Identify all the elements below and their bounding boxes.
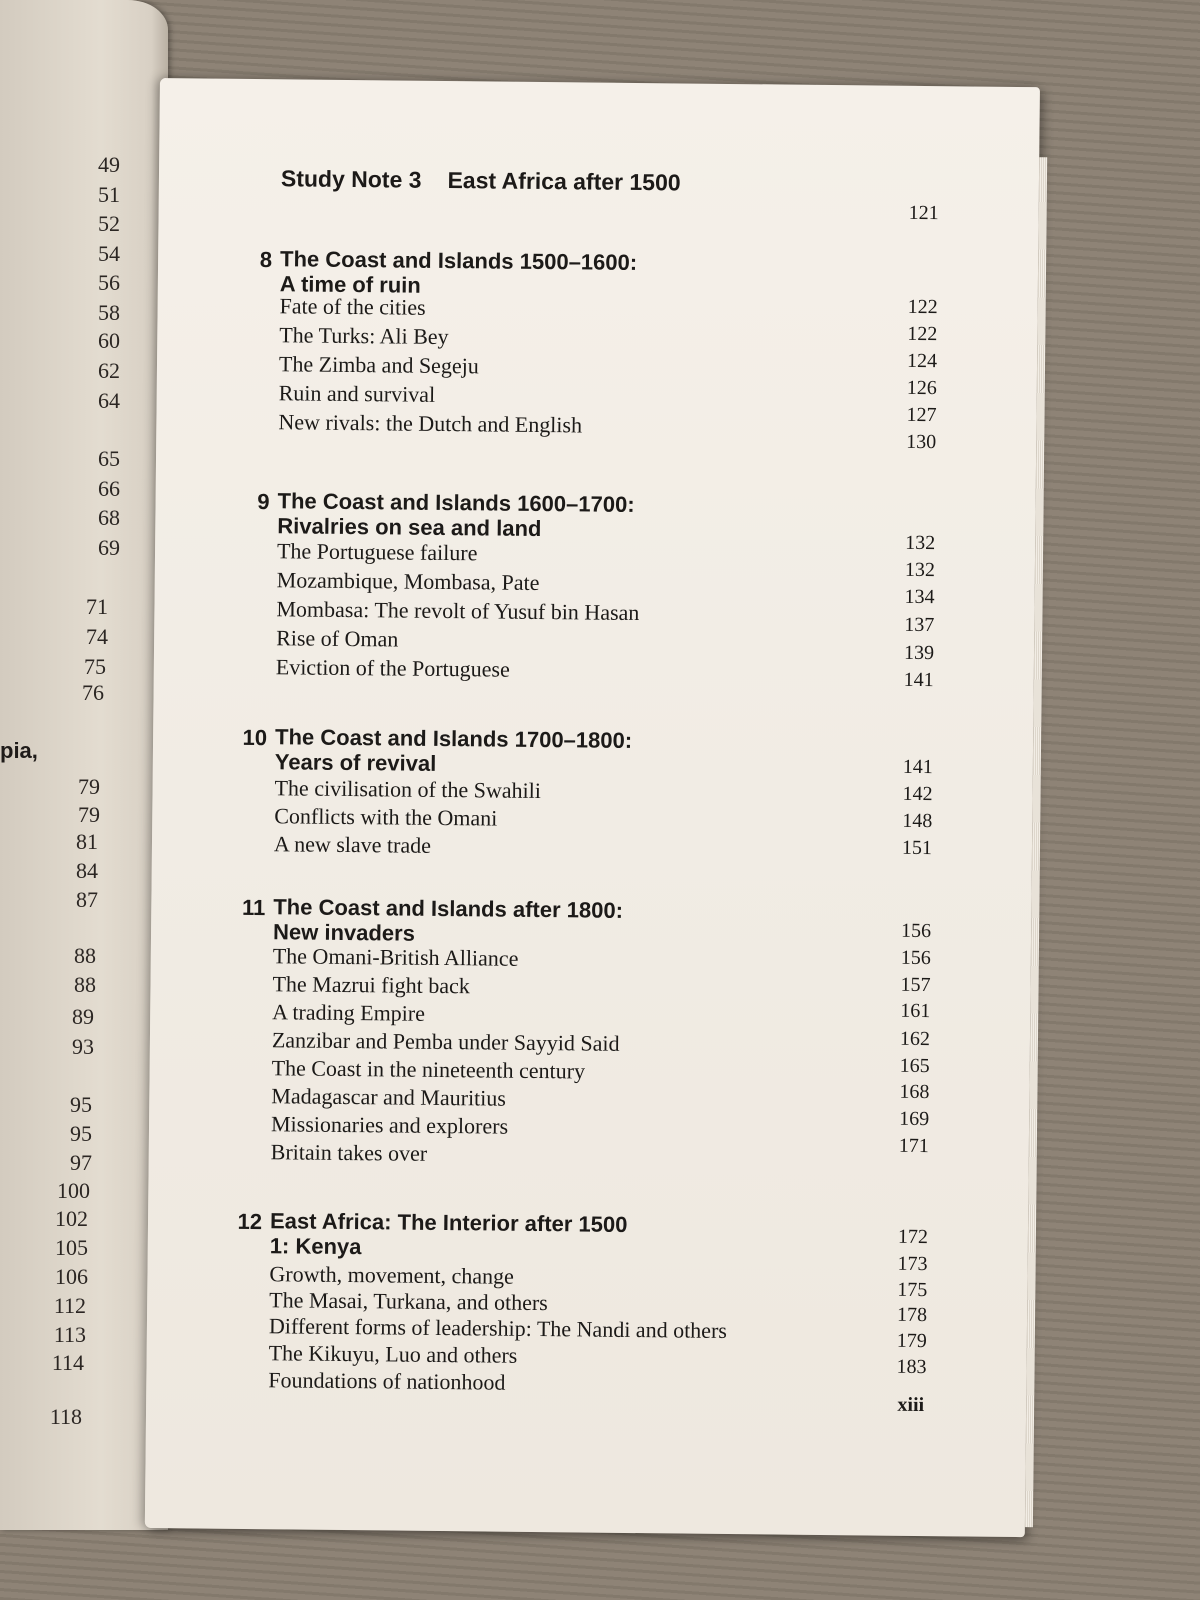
toc-page-number: 156 — [900, 946, 931, 970]
chapter-title-line: Rivalries on sea and land — [277, 513, 542, 542]
chapter-title-line: A time of ruin — [279, 271, 421, 298]
left-page-number: 105 — [55, 1235, 88, 1260]
toc-page-number: 141 — [903, 668, 934, 692]
toc-entry: The Mazrui fight back — [272, 971, 470, 999]
chapter-title-line: Years of revival — [274, 749, 437, 776]
left-page-number: 100 — [57, 1178, 90, 1203]
left-page-number: 51 — [98, 182, 120, 207]
left-page-number: 84 — [76, 858, 98, 883]
chapter-title — [270, 1208, 628, 1262]
left-page-number: 81 — [76, 829, 98, 854]
left-page-number: 74 — [86, 624, 108, 649]
toc-page-number: 122 — [907, 322, 938, 346]
left-page-number: 112 — [53, 1293, 86, 1318]
left-page-number: 65 — [98, 446, 120, 471]
left-page-number: 58 — [98, 300, 120, 325]
toc-entry: Growth, movement, change — [269, 1261, 514, 1289]
chapter-title — [280, 246, 638, 300]
toc-page-number: 172 — [897, 1225, 929, 1249]
chapter-number: 10 — [242, 724, 268, 751]
chapter-title — [273, 894, 623, 948]
toc-entry: The Portuguese failure — [276, 538, 478, 566]
chapter-title — [277, 488, 635, 542]
chapter-title-line: The Coast and Islands after 1800: — [273, 894, 624, 923]
toc-page-number: 122 — [907, 295, 938, 319]
left-page-number: 87 — [76, 887, 98, 912]
left-page-number: 49 — [98, 152, 120, 177]
chapter-title-line: New invaders — [272, 919, 416, 946]
toc-page-number: 126 — [906, 376, 937, 400]
toc-page-number: 168 — [899, 1080, 930, 1104]
chapter-number: 9 — [257, 489, 270, 515]
toc-page-number: 139 — [903, 641, 935, 665]
toc-entry: Madagascar and Mauritius — [271, 1083, 507, 1111]
toc-entry: Mozambique, Mombasa, Pate — [276, 567, 540, 596]
left-page-number: 95 — [70, 1121, 92, 1146]
toc-page-number: 148 — [902, 809, 933, 833]
toc-page-number: 132 — [904, 558, 936, 582]
toc-page-number: 156 — [900, 919, 932, 943]
study-note-page: 121 — [908, 201, 939, 225]
toc-entry: The Zimba and Segeju — [278, 351, 479, 379]
toc-entry: Conflicts with the Omani — [274, 803, 498, 831]
toc-page-number: 162 — [899, 1027, 931, 1051]
left-page-number: 93 — [72, 1034, 94, 1059]
toc-entry: Missionaries and explorers — [270, 1111, 509, 1139]
left-page-number: 68 — [98, 505, 120, 530]
toc-page-number: 130 — [906, 430, 937, 454]
toc-page-number: 183 — [896, 1355, 927, 1379]
toc-entry: A new slave trade — [273, 831, 432, 858]
toc-entry: New rivals: the Dutch and English — [278, 409, 583, 438]
left-page-number: 52 — [98, 211, 120, 236]
toc-page-number: 171 — [898, 1134, 929, 1158]
left-page-number: 62 — [98, 358, 120, 383]
chapter-number: 12 — [237, 1208, 263, 1235]
toc-entry: A trading Empire — [272, 999, 426, 1026]
left-page-number: 75 — [84, 654, 106, 679]
left-page-number: 102 — [55, 1206, 88, 1231]
table-of-contents — [145, 78, 1040, 1537]
toc-entry: The Masai, Turkana, and others — [269, 1287, 548, 1316]
toc-page-number: 151 — [901, 836, 933, 860]
toc-page-number: 178 — [896, 1303, 928, 1327]
toc-page-number: 157 — [900, 973, 931, 997]
toc-page-number: 179 — [896, 1329, 927, 1353]
left-page-number: 60 — [98, 328, 120, 353]
toc-page-number: 175 — [897, 1278, 928, 1302]
left-page-number: 79 — [78, 774, 100, 799]
left-page-number: 64 — [98, 388, 120, 413]
toc-entry: Zanzibar and Pemba under Sayyid Said — [271, 1027, 620, 1056]
chapter-title-line: The Coast and Islands 1500–1600: — [279, 246, 638, 276]
left-page-number: 76 — [82, 680, 104, 705]
left-page-number: 66 — [98, 476, 120, 501]
toc-page-number: 169 — [899, 1107, 930, 1131]
toc-page-number: 173 — [897, 1252, 928, 1276]
left-page-number: 97 — [70, 1150, 92, 1175]
toc-page-number: 161 — [900, 999, 931, 1023]
chapter-title-line: East Africa: The Interior after 1500 — [269, 1208, 628, 1237]
left-page-fragment: pia, — [0, 738, 38, 763]
chapter-title-line: The Coast and Islands 1600–1700: — [277, 488, 635, 517]
left-page-number: 95 — [70, 1092, 92, 1117]
toc-page-number: 124 — [906, 349, 938, 373]
study-note-title: East Africa after 1500 — [447, 167, 681, 196]
toc-entry: The Turks: Ali Bey — [279, 322, 449, 350]
toc-entry: The Omani-British Alliance — [272, 943, 519, 971]
left-page-number: 113 — [53, 1322, 86, 1347]
left-page-number: 88 — [74, 943, 96, 968]
toc-entry: Fate of the cities — [279, 293, 426, 320]
left-page-number: 79 — [78, 802, 100, 827]
toc-page-number: 142 — [902, 782, 933, 806]
toc-entry: The Coast in the nineteenth century — [271, 1055, 586, 1084]
toc-page-number: 127 — [906, 403, 937, 427]
chapter-number: 11 — [241, 894, 266, 921]
toc-entry: The civilisation of the Swahili — [274, 775, 542, 804]
toc-page-number: 165 — [899, 1054, 930, 1078]
toc-entry: The Kikuyu, Luo and others — [268, 1340, 518, 1368]
study-note-label: Study Note 3 — [280, 165, 422, 193]
toc-page-number: 137 — [904, 613, 935, 637]
chapter-title — [275, 724, 633, 778]
toc-entry: Foundations of nationhood — [268, 1367, 506, 1395]
left-page — [0, 0, 168, 1530]
toc-entry: Mombasa: The revolt of Yusuf bin Hasan — [276, 596, 640, 626]
left-page-number: 54 — [98, 241, 120, 266]
toc-entry: Britain takes over — [270, 1139, 428, 1166]
toc-entry: Rise of Oman — [276, 625, 399, 652]
toc-entry: Ruin and survival — [278, 380, 436, 407]
left-page-number: 114 — [51, 1350, 84, 1375]
chapter-title-line: 1: Kenya — [269, 1233, 362, 1260]
page-folio: xiii — [897, 1393, 925, 1417]
left-page-number: 56 — [98, 270, 120, 295]
left-page-number: 106 — [55, 1264, 88, 1289]
toc-entry: Eviction of the Portuguese — [275, 654, 510, 682]
chapter-number: 8 — [259, 247, 273, 273]
left-page-number: 88 — [74, 972, 96, 997]
toc-entry: Different forms of leadership: The Nandi and others — [268, 1313, 728, 1344]
left-page-number: 89 — [72, 1004, 94, 1029]
chapter-title-line: The Coast and Islands 1700–1800: — [274, 724, 633, 753]
left-page-number: 71 — [86, 594, 108, 619]
left-page-number: 118 — [49, 1404, 82, 1429]
toc-page-number: 141 — [902, 755, 933, 779]
toc-page-number: 134 — [904, 585, 935, 609]
right-page — [145, 78, 1040, 1537]
study-note-heading — [281, 165, 681, 196]
left-page-number: 69 — [98, 535, 120, 560]
toc-page-number: 132 — [905, 531, 936, 555]
